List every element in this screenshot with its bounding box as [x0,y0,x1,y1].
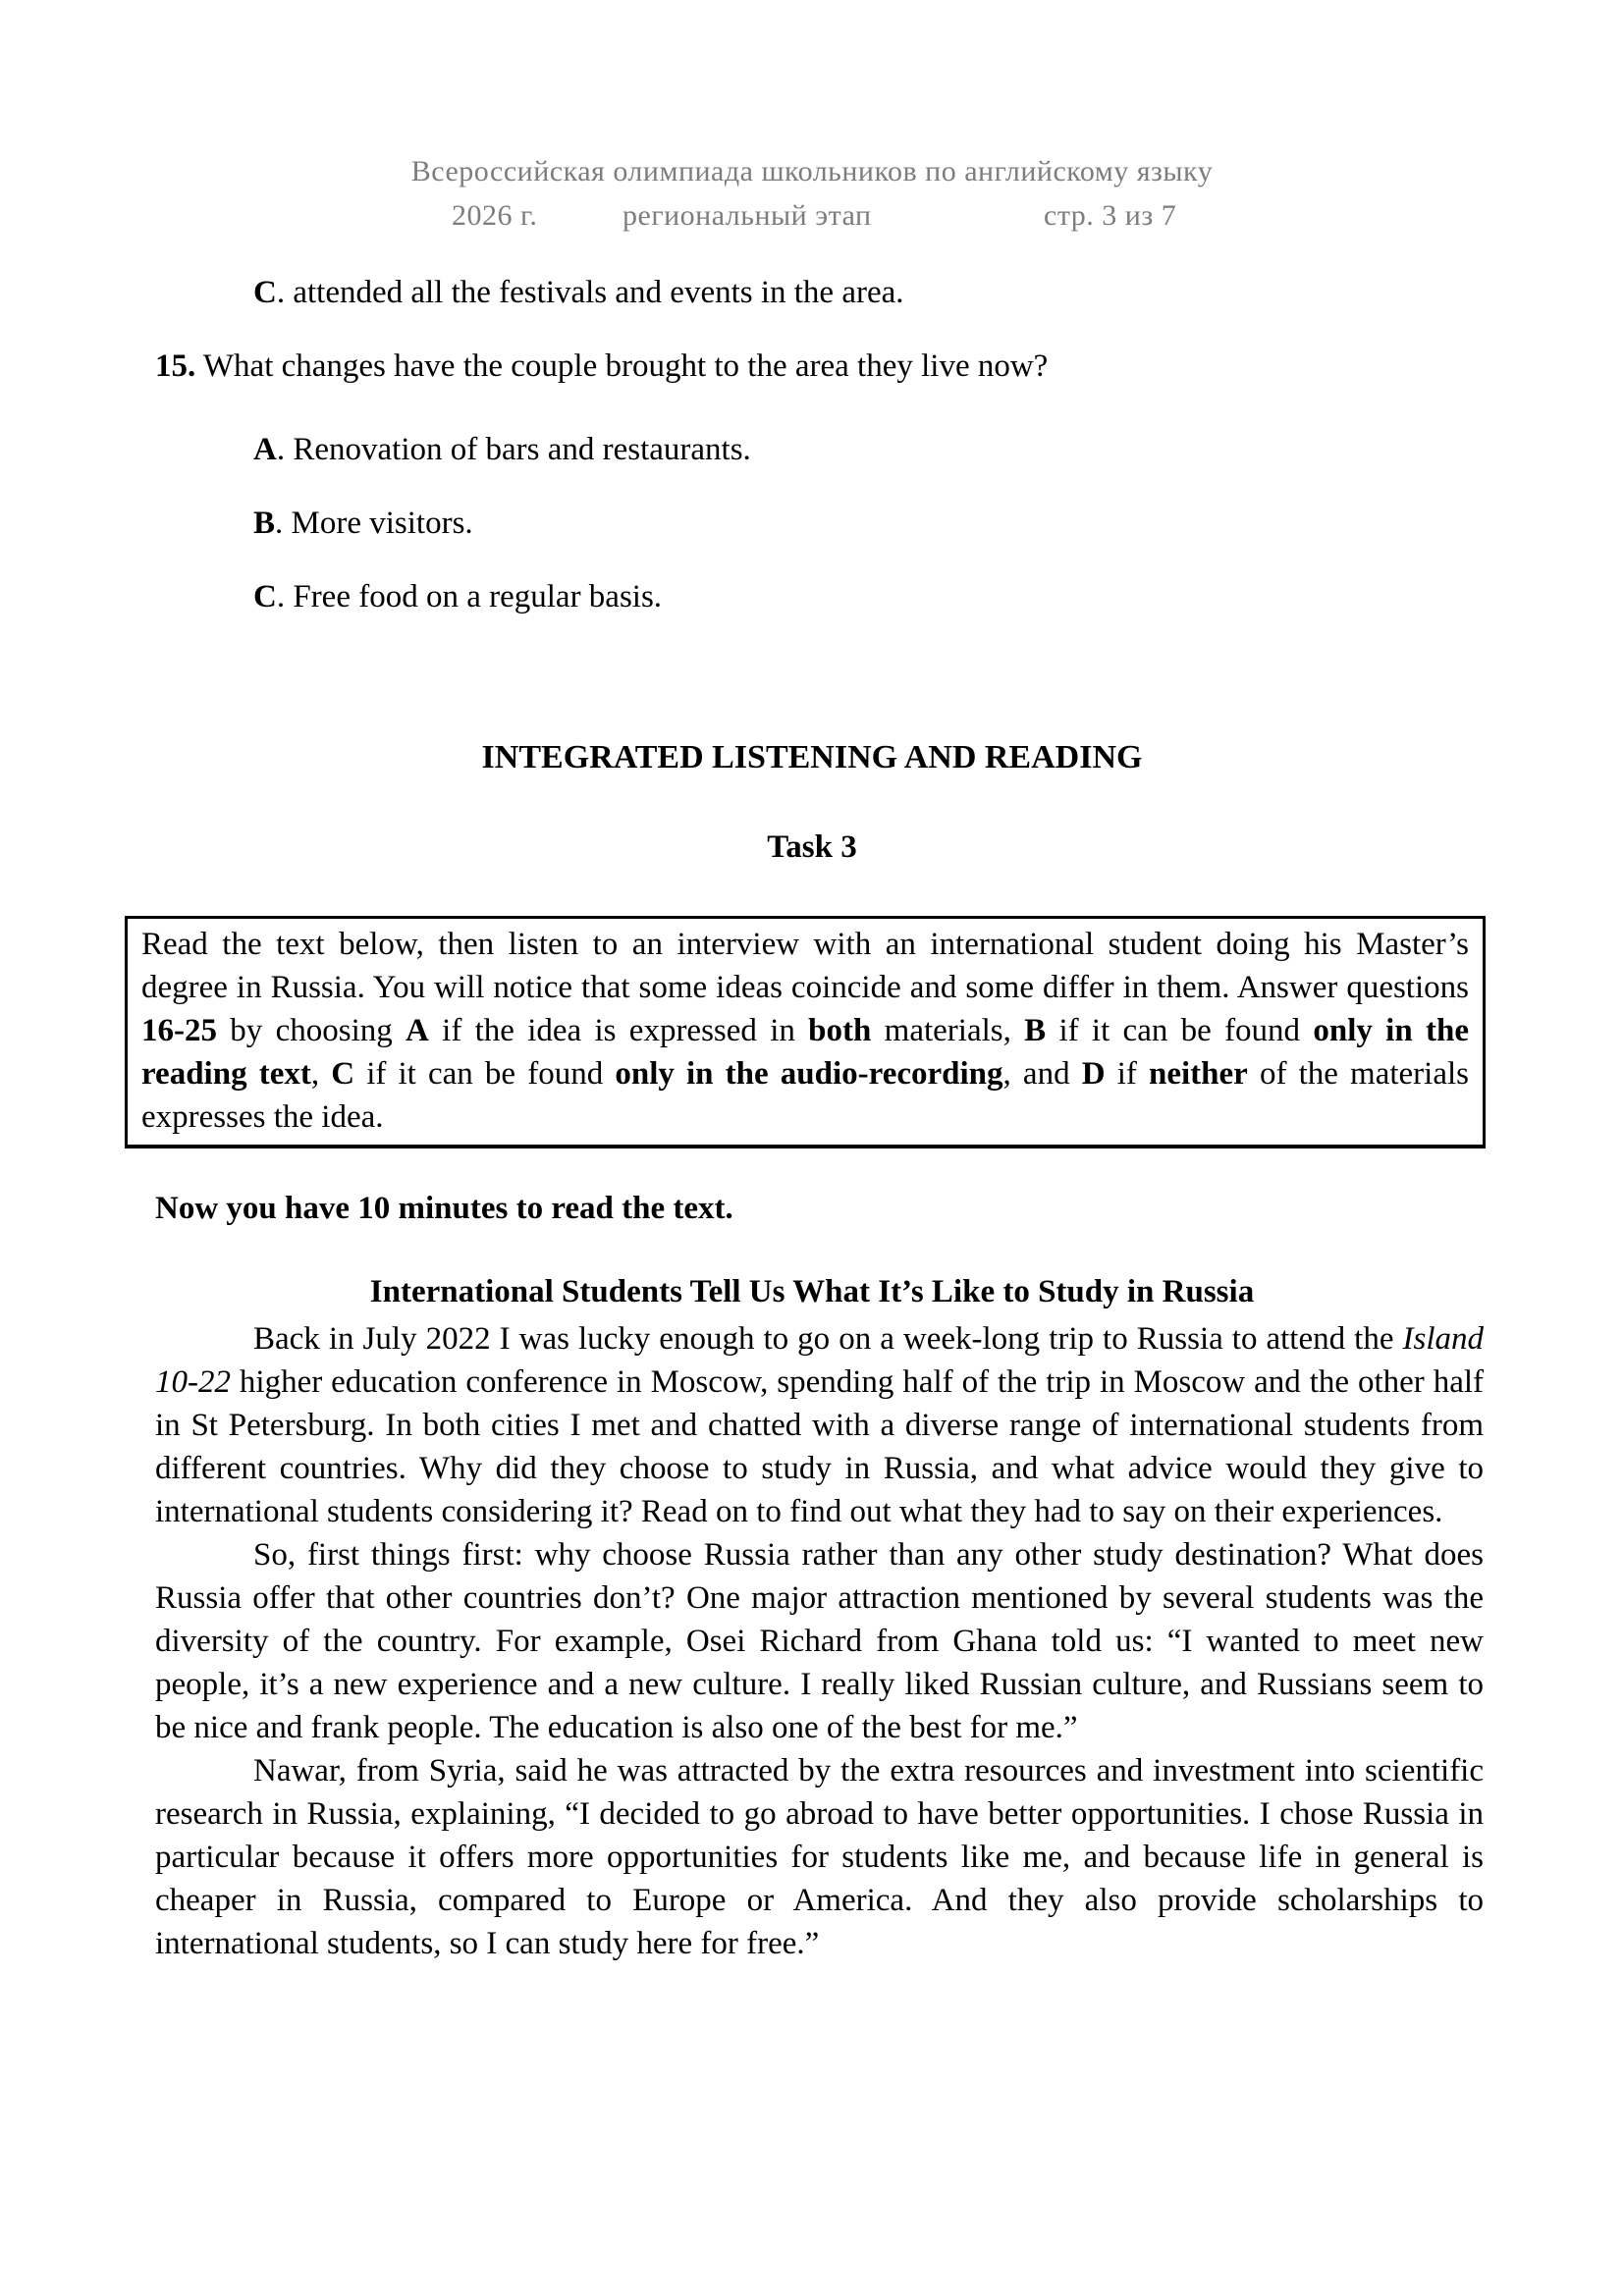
option-letter: A [253,432,277,467]
header-stage: региональный этап [623,199,872,232]
option-text: . More visitors. [275,506,473,541]
question-15-option-b [253,506,473,542]
question-15-option-a [253,432,751,468]
question-number: 15. [155,348,196,384]
article-body [155,1317,1484,1965]
option-text: . Free food on a regular basis. [276,579,663,614]
article-paragraph-2: So, first things first: why choose Russia rather than any other study destination? What does Russia offer that other countries don’t? One major attraction mentioned by several students was the diversity of the country. For example, Osei Richard from Ghana told us: “I wanted to meet new people, it’s a new experience and a new culture. I really liked Russian culture, and Russians seem to be nice and frank people. The education is also one of the best for me.” [155,1537,1484,1745]
header-year: 2026 г. [452,199,538,232]
question-15 [155,348,1048,385]
question-14-option-c [253,275,904,311]
task-heading: Task 3 [767,829,857,865]
question-text: What changes have the couple brought to the area they live now? [195,348,1049,384]
question-15-option-c [253,579,662,615]
article-paragraph-3: Nawar, from Syria, said he was attracted by the extra resources and investment into scientific research in Russia, explaining, “I decided to go abroad to have better opportunities. I chose Russia in particular because it offers more opportunities for students like me, and because life in general is cheaper in Russia, compared to Europe or America. And they also provide scholarships to international students, so I can study here for free.” [155,1753,1484,1961]
article-paragraph-1: Back in July 2022 I was lucky enough to go on a week-long trip to Russia to attend the Island 10-22 higher education conference in Moscow, spending half of the trip in Moscow and the other half in St Petersburg. In both cities I met and chatted with a diverse range of international students from different countries. Why did they choose to study in Russia, and what advice would they give to international students considering it? Read on to find out what they had to say on their experiences. [155,1321,1484,1529]
page-header-title: Всероссийская олимпиада школьников по английскому языку [410,155,1214,187]
option-letter: B [253,506,276,541]
reading-time-note: Now you have 10 minutes to read the text. [155,1191,733,1226]
option-text: . attended all the festivals and events in the area. [276,275,904,310]
header-page-number: стр. 3 из 7 [1044,199,1177,232]
option-letter: C [253,579,277,614]
article-title: International Students Tell Us What It’s Like to Study in Russia [369,1274,1255,1309]
task-instructions-box: Read the text below, then listen to an interview with an international student doing his Master’s degree in Russia. You will notice that some ideas coincide and some differ in them. Answer questions 16-25 by choosing A if the idea is expressed in both materials, B if it can be found only in the reading text, C if it can be found only in the audio-recording, and D if neither of the materials expresses the idea. [125,916,1486,1148]
option-text: . Renovation of bars and restaurants. [276,432,751,467]
section-heading: INTEGRATED LISTENING AND READING [481,739,1143,775]
option-letter: C [253,275,277,310]
